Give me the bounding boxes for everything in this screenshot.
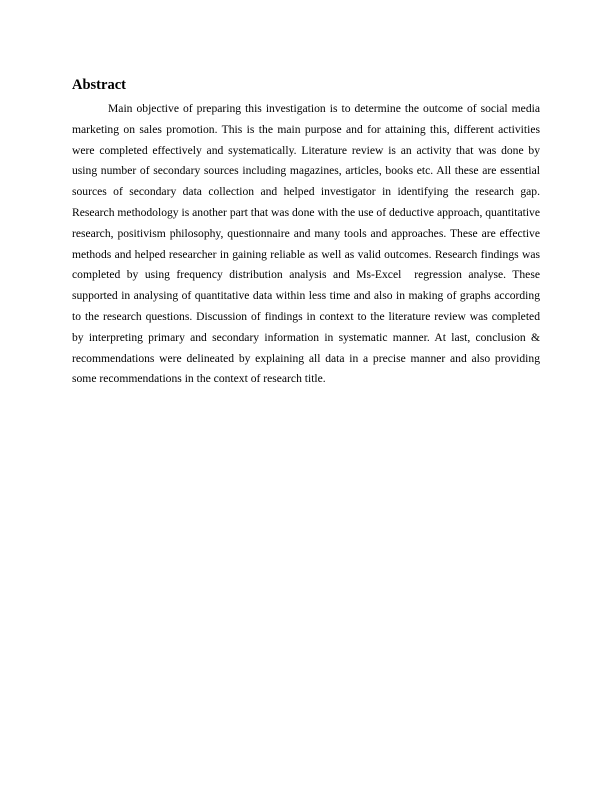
abstract-paragraph: Main objective of preparing this investigation is to determine the outcome of social media marketing on sales promotion. This is the main purpose and for attaining this, different activities were completed effectively and systematically. Literature review is an activity that was done by using number of secondary sources including magazines, articles, books etc. All these are essential sources of secondary data collection and helped investigator in identifying the research gap. Research methodology is another part that was done with the use of deductive approach, quantitative research, positivism philosophy, questionnaire and many tools and approaches. These are effective methods and helped researcher in gaining reliable as well as valid outcomes. Research findings was completed by using frequency distribution analysis and Ms-Excel regression analyse. These supported in analysing of quantitative data within less time and also in making of graphs according to the research questions. Discussion of findings in context to the literature review was completed by interpreting primary and secondary information in systematic manner. At last, conclusion & recommendations were delineated by explaining all data in a precise manner and also providing some recommendations in the context of research title. bbox=[72, 102, 543, 386]
abstract-heading: Abstract bbox=[72, 77, 126, 93]
abstract-section bbox=[72, 76, 543, 390]
